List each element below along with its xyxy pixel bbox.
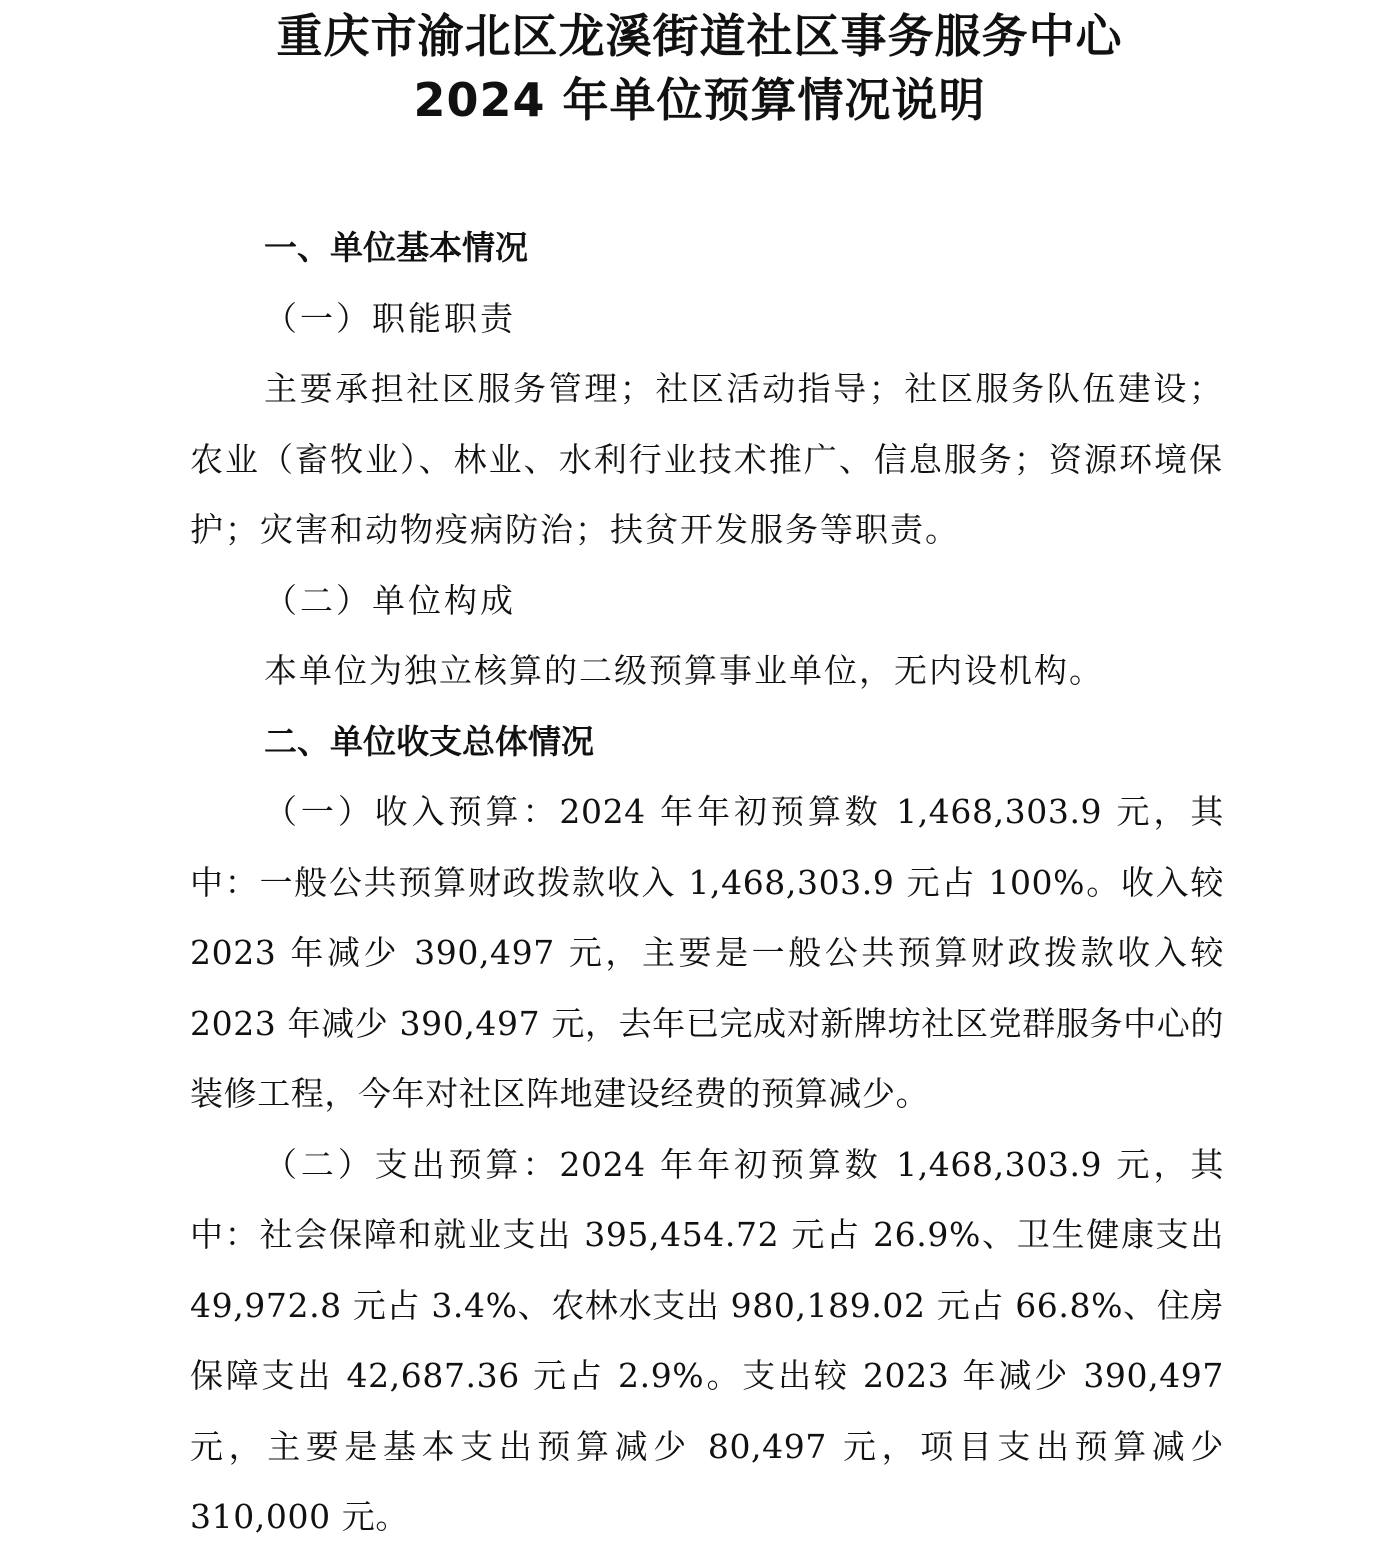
document-title-line-2: 2024 年单位预算情况说明	[413, 73, 986, 127]
paragraph-income-budget: （一）收入预算：2024 年年初预算数 1,468,303.9 元，其中：一般公共预算财政拨款收入 1,468,303.9 元占 100%。收入较 2023 年减少 390,497 元，主要是一般公共预算财政拨款收入较 2023 年减少 390,497 元，去年已完成对新牌坊社区党群服务中心的装修工程，今年对社区阵地建设经费的预算减少。	[190, 792, 1224, 1113]
section-heading-basic-info: 一、单位基本情况	[264, 228, 528, 267]
section-heading-budget-overview: 二、单位收支总体情况	[264, 721, 594, 761]
document-body	[190, 213, 1224, 1553]
subsection-heading-composition: （二）单位构成	[264, 580, 516, 620]
paragraph-expenditure-budget: （二）支出预算：2024 年年初预算数 1,468,303.9 元，其中：社会保障和就业支出 395,454.72 元占 26.9%、卫生健康支出 49,972.8 元占 3.4%、农林水支出 980,189.02 元占 66.8%、住房保障支出 42,687.36 元占 2.9%。支出较 2023 年减少 390,497 元，主要是基本支出预算减少 80,497 元，项目支出预算减少 310,000 元。	[190, 1144, 1224, 1536]
subsection-heading-functions: （一）职能职责	[264, 298, 516, 338]
document-title	[0, 4, 1399, 132]
paragraph-functions: 主要承担社区服务管理；社区活动指导；社区服务队伍建设；农业（畜牧业）、林业、水利行业技术推广、信息服务；资源环境保护；灾害和动物疫病防治；扶贫开发服务等职责。	[190, 369, 1224, 549]
document-title-line-1: 重庆市渝北区龙溪街道社区事务服务中心	[276, 9, 1123, 63]
paragraph-composition: 本单位为独立核算的二级预算事业单位，无内设机构。	[264, 651, 1104, 690]
